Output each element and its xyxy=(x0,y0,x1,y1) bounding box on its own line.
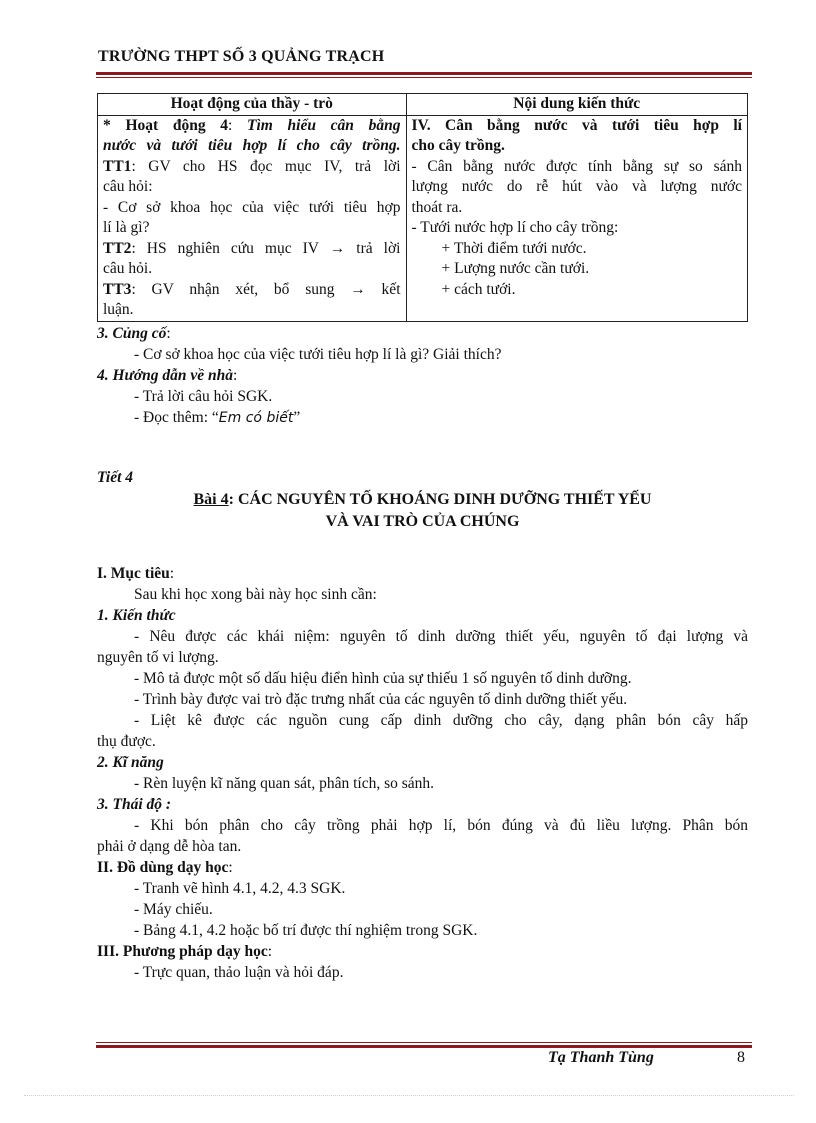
header-rule-thin xyxy=(96,77,752,78)
knowledge-item1-line2: nguyên tố vi lượng. xyxy=(97,649,219,666)
methods-heading-text: III. Phương pháp dạy học xyxy=(97,943,268,960)
footer-author: Tạ Thanh Tùng xyxy=(548,1049,654,1066)
water-balance-line2: lượng nước do rễ hút vào và lượng nước xyxy=(411,178,742,195)
knowledge-item2: - Mô tả được một số dấu hiệu điển hình của sự thiếu 1 số nguyên tố dinh dưỡng. xyxy=(134,670,632,687)
attitude-heading: 3. Thái độ : xyxy=(97,796,172,813)
objectives-intro: Sau khi học xong bài này học sinh cần: xyxy=(134,586,377,603)
tt3-line2: luận. xyxy=(103,301,134,318)
tt2-label: TT2 xyxy=(103,239,132,257)
skills-item1: - Rèn luyện kĩ năng quan sát, phân tích, so sánh. xyxy=(134,775,435,792)
lesson-title xyxy=(97,489,748,533)
homework-heading xyxy=(97,365,748,386)
tt3-text: : GV nhận xét, bổ sung → kết xyxy=(131,280,401,298)
irrigation-item-time: + Thời điểm tưới nước. xyxy=(441,239,587,257)
knowledge-item1-line1: - Nêu được các khái niệm: nguyên tố dinh dưỡng thiết yếu, nguyên tố đại lượng và xyxy=(134,628,748,645)
materials-item2: - Máy chiếu. xyxy=(134,901,213,918)
knowledge-heading: 1. Kiến thức xyxy=(97,607,176,624)
homework-line1: - Trả lời câu hỏi SGK. xyxy=(134,388,273,405)
table-header-row xyxy=(98,94,748,116)
lesson-title-line1 xyxy=(97,489,748,511)
knowledge-item4-line2: thụ được. xyxy=(97,733,156,750)
materials-heading xyxy=(97,857,748,878)
tt1-label: TT1 xyxy=(103,157,132,175)
activity-table xyxy=(97,93,748,322)
consolidation-line: - Cơ sở khoa học của việc tưới tiêu hợp lí là gì? Giải thích? xyxy=(134,346,502,363)
water-balance-line1: - Cân bằng nước được tính bằng sự so sánh xyxy=(411,157,742,175)
irrigation-item-method: + cách tưới. xyxy=(441,280,516,298)
section-iv-title-line1: IV. Cân bằng nước và tưới tiêu hợp lí xyxy=(411,116,742,134)
tt2-line1 xyxy=(103,239,401,260)
question-line2: lí là gì? xyxy=(103,219,150,236)
knowledge-item4-line1: - Liệt kê được các nguồn cung cấp dinh dưỡng cho cây, dạng phân bón cây hấp xyxy=(134,712,748,729)
table-row xyxy=(98,115,748,321)
homework-reading-title: Em có biết xyxy=(218,410,294,426)
section-iv-title-line2: cho cây trồng. xyxy=(411,137,505,154)
materials-item3: - Bảng 4.1, 4.2 hoặc bố trí được thí nghiệm trong SGK. xyxy=(134,922,478,939)
objectives-heading-text: I. Mục tiêu xyxy=(97,565,170,582)
footer-rule-thin xyxy=(96,1042,752,1043)
skills-heading: 2. Kĩ năng xyxy=(97,754,164,771)
homework-heading-text: 4. Hướng dẫn về nhà xyxy=(97,367,234,384)
page-edge-divider xyxy=(24,1095,794,1096)
school-header: TRƯỜNG THPT SỐ 3 QUẢNG TRẠCH xyxy=(98,48,385,65)
materials-colon: : xyxy=(228,859,233,876)
lesson-period: Tiết 4 xyxy=(97,469,134,486)
attitude-item1-line1: - Khi bón phân cho cây trồng phải hợp lí, bón đúng và đủ liều lượng. Phân bón xyxy=(134,817,748,834)
tt3-line1 xyxy=(103,280,401,301)
col-left-header: Hoạt động của thầy - trò xyxy=(98,94,407,116)
objectives-colon: : xyxy=(169,565,175,582)
activity-4-colon: : xyxy=(228,116,248,134)
methods-item1: - Trực quan, thảo luận và hỏi đáp. xyxy=(134,964,344,981)
tt2-line2: câu hỏi. xyxy=(103,260,153,277)
col-right-header: Nội dung kiến thức xyxy=(406,94,748,116)
activity-4-title-line1 xyxy=(103,116,401,137)
methods-heading xyxy=(97,941,748,962)
lesson-title-part1: : CÁC NGUYÊN TỐ KHOÁNG DINH DƯỠNG THIẾT YẾU xyxy=(228,491,652,508)
attitude-item1-line2: phải ở dạng dễ hòa tan. xyxy=(97,838,242,855)
homework-line2-suffix: ” xyxy=(293,409,301,426)
materials-heading-text: II. Đồ dùng dạy học xyxy=(97,859,229,876)
materials-item1: - Tranh vẽ hình 4.1, 4.2, 4.3 SGK. xyxy=(134,880,346,897)
consolidation-section xyxy=(97,323,748,429)
lesson-title-line2: VÀ VAI TRÒ CỦA CHÚNG xyxy=(325,513,520,530)
irrigation-item-amount: + Lượng nước cần tưới. xyxy=(441,260,590,277)
knowledge-item3: - Trình bày được vai trò đặc trưng nhất của các nguyên tố dinh dưỡng thiết yếu. xyxy=(134,691,628,708)
consolidation-heading-text: 3. Củng cố xyxy=(97,325,167,342)
lesson-number: Bài 4 xyxy=(193,491,229,508)
methods-colon: : xyxy=(267,943,273,960)
page-number: 8 xyxy=(737,1049,745,1066)
homework-line2-prefix: - Đọc thêm: “ xyxy=(134,409,219,426)
activity-4-label: * Hoạt động 4 xyxy=(103,116,229,134)
tt3-label: TT3 xyxy=(103,280,132,298)
homework-colon: : xyxy=(233,367,238,384)
objectives-section xyxy=(97,563,748,983)
header-rule-thick xyxy=(96,72,752,75)
activity-4-title-line2: nước và tưới tiêu hợp lí cho cây trồng. xyxy=(103,137,401,154)
objectives-heading xyxy=(97,563,748,584)
activity-4-title-part1: Tìm hiểu cân bằng xyxy=(247,116,401,134)
footer-rule-thick xyxy=(96,1045,752,1048)
tt1-line2: câu hỏi: xyxy=(103,178,153,195)
teacher-student-activity-cell xyxy=(98,115,407,321)
question-line1: - Cơ sở khoa học của việc tưới tiêu hợp xyxy=(103,198,401,216)
tt1-line1 xyxy=(103,157,401,178)
consolidation-heading xyxy=(97,323,748,344)
water-balance-line3: thoát ra. xyxy=(411,198,463,216)
tt2-text: : HS nghiên cứu mục IV → trả lời xyxy=(131,239,401,257)
knowledge-content-cell xyxy=(406,115,748,321)
irrigation-intro: - Tưới nước hợp lí cho cây trồng: xyxy=(411,219,619,236)
consolidation-colon: : xyxy=(166,325,171,342)
tt1-text: : GV cho HS đọc mục IV, trả lời xyxy=(131,157,401,175)
homework-line2 xyxy=(97,407,748,429)
